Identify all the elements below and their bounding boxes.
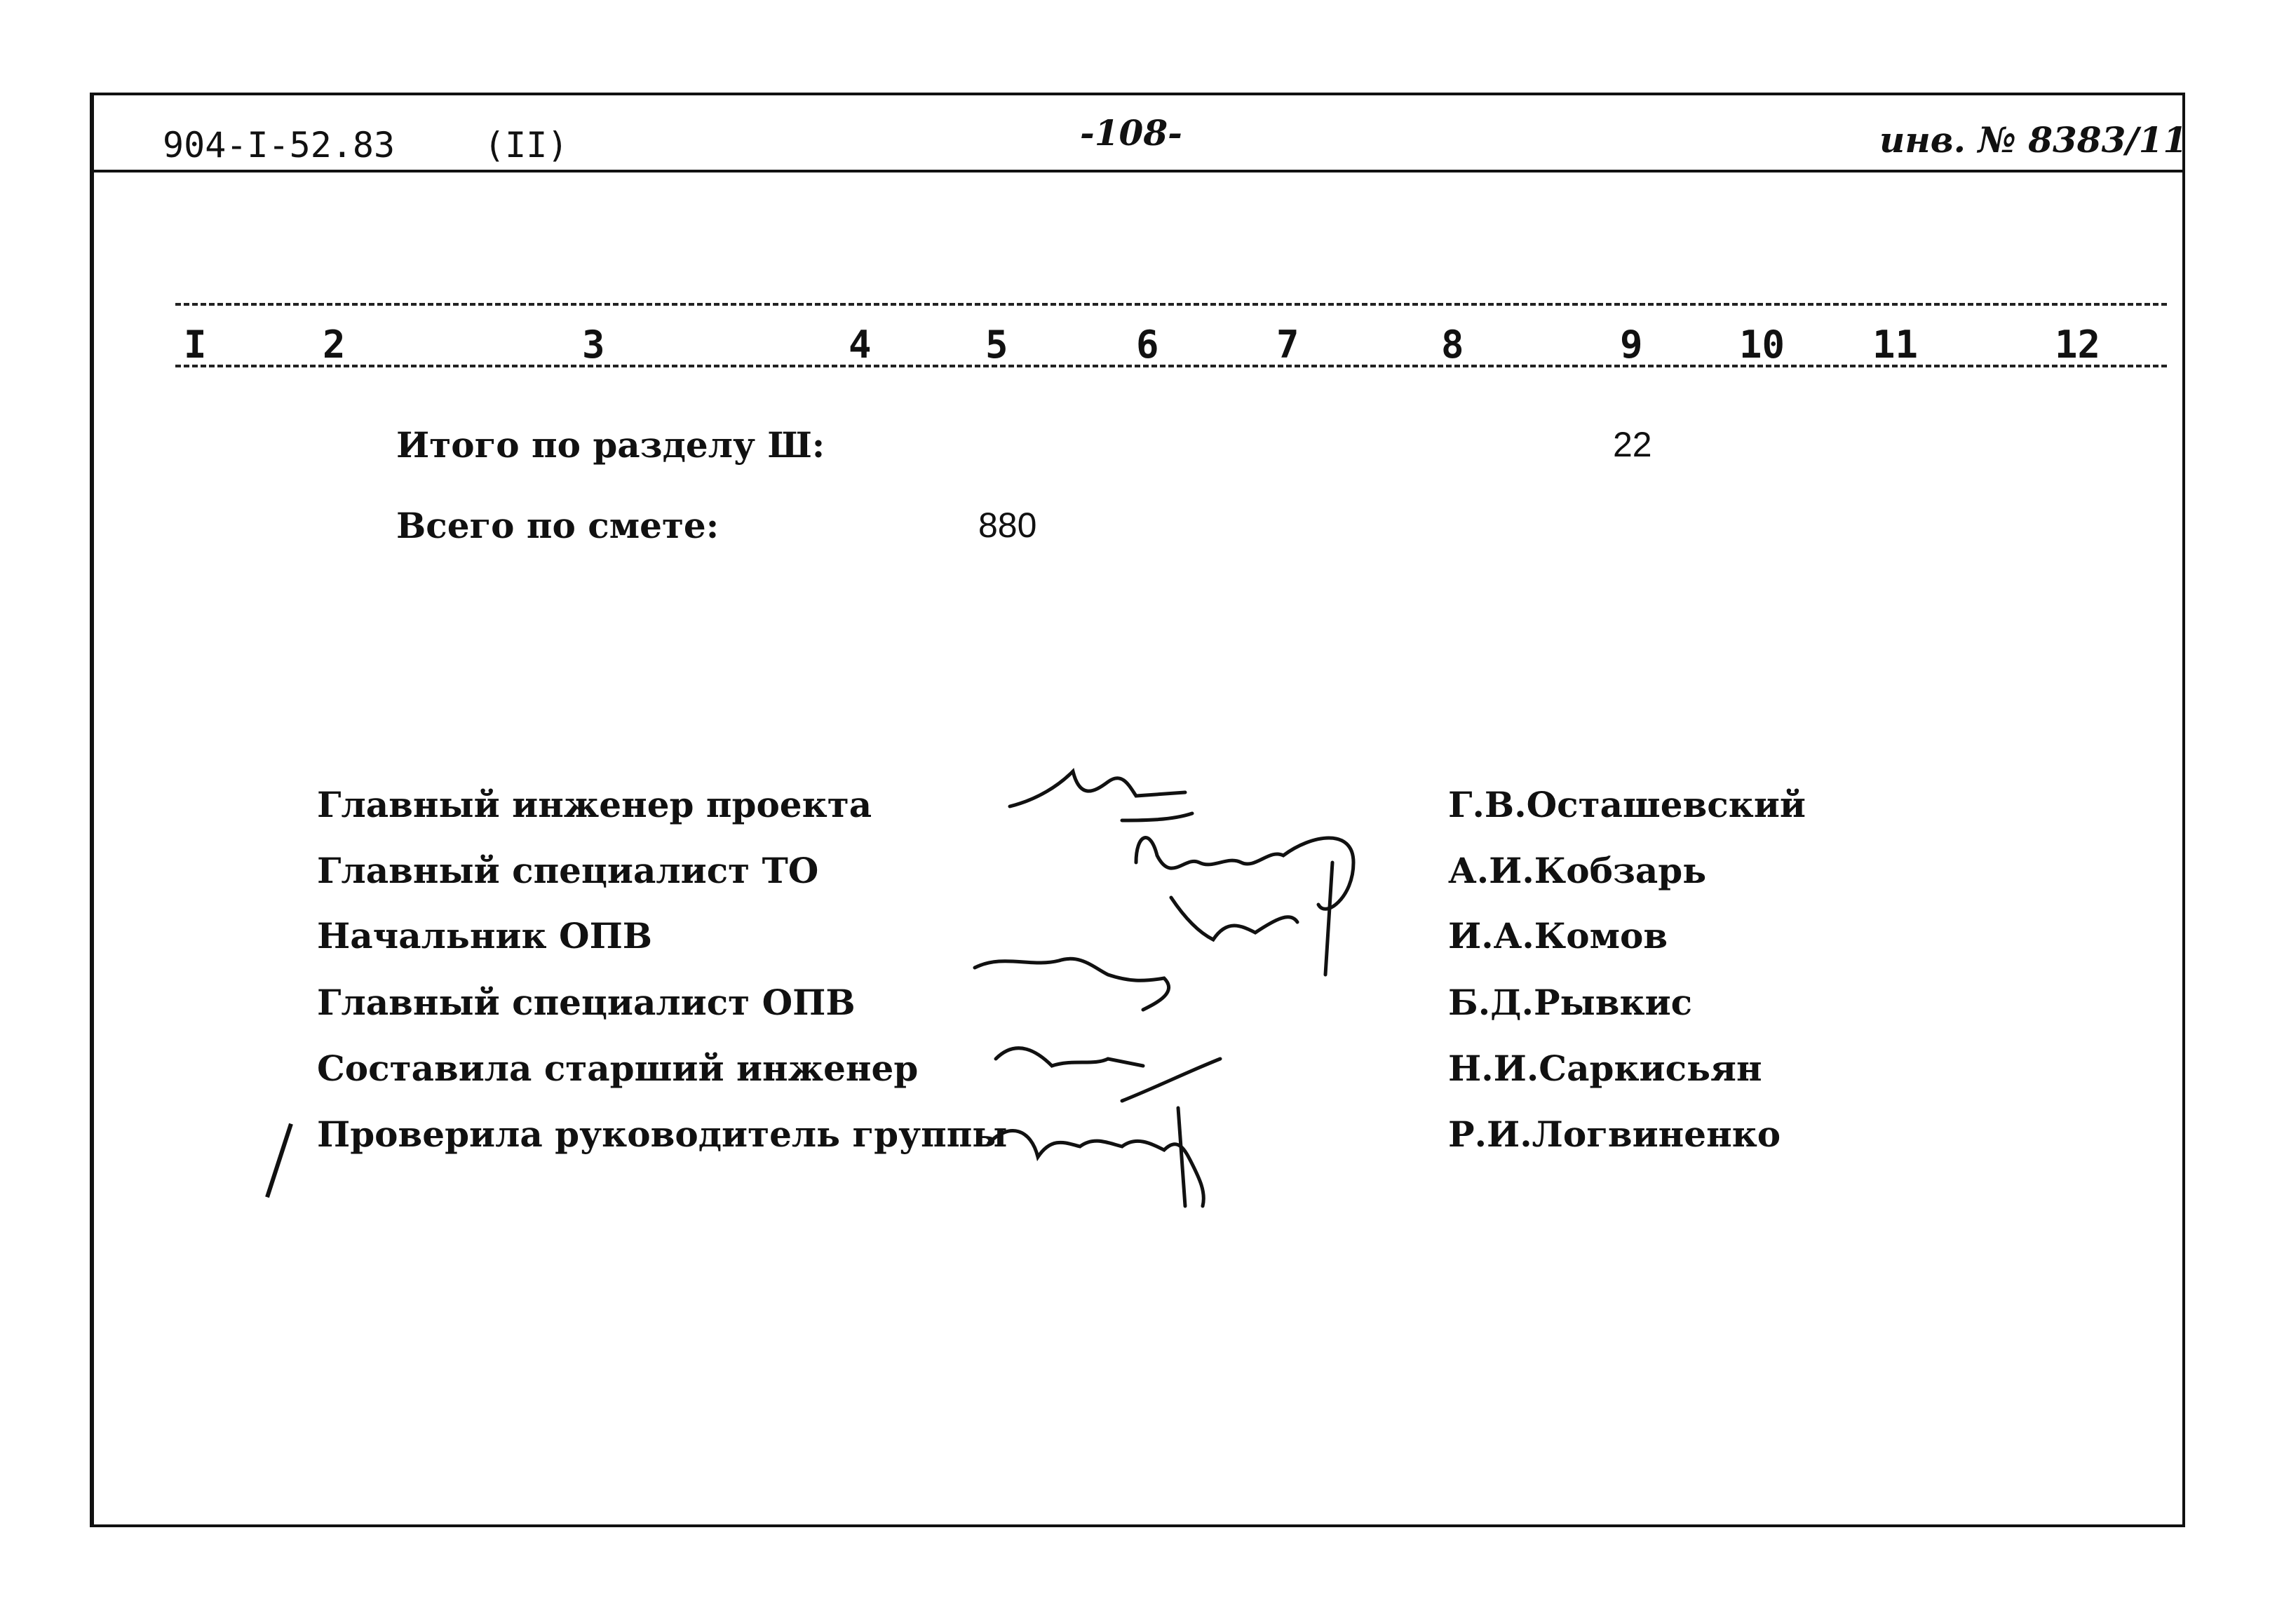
page-number: -108- [1080,112,1182,154]
signature-stroke [989,1131,1203,1206]
handwritten-signatures [961,743,1396,1220]
signatory-name: Н.И.Саркисьян [1448,1048,1762,1089]
signature-stroke [1010,771,1185,806]
doc-code: 904-I-52.83 [163,125,396,165]
column-number: 3 [582,323,605,367]
signatory-name: Б.Д.Рывкис [1448,982,1693,1023]
signatory-name: Г.В.Осташевский [1448,784,1806,825]
signature-stroke [975,959,1169,1010]
column-number: 4 [849,323,872,367]
column-number: I [184,323,207,367]
estimate-total-value: 880 [978,506,1037,545]
signatory-role: Проверила руководитель группы [317,1114,1008,1155]
column-number: 10 [1739,323,1785,367]
column-number: 2 [323,323,346,367]
signatory-name: Р.И.Логвиненко [1448,1114,1781,1155]
header-rule [90,170,2184,172]
signatory-role: Главный инженер проекта [317,784,872,825]
doc-part: (II) [484,125,569,165]
signature-stroke [996,1048,1143,1066]
column-number: 12 [2055,323,2101,367]
signature-stroke [1136,838,1353,909]
estimate-total-label: Всего по смете: [396,505,719,546]
column-number: 11 [1872,323,1919,367]
signatory-role: Составила старший инженер [317,1048,919,1089]
signatory-name: И.А.Комов [1448,915,1668,956]
signature-stroke [1178,1108,1185,1206]
signatory-role: Начальник ОПВ [317,915,653,956]
signatory-role: Главный специалист ОПВ [317,982,856,1023]
signature-stroke [1171,898,1297,940]
inventory-number: инв. № 8383/11 [1879,119,2188,161]
column-number: 9 [1620,323,1643,367]
section-total-label: Итого по разделу Ш: [396,424,825,466]
column-number: 8 [1441,323,1464,367]
column-number: 7 [1276,323,1299,367]
table-header-top-rule [175,303,2167,306]
column-number: 5 [985,323,1008,367]
signature-stroke [1122,813,1192,820]
column-number: 6 [1136,323,1159,367]
signatory-role: Главный специалист ТО [317,850,819,891]
table-header-bottom-rule [175,365,2167,367]
section-total-value: 22 [1613,425,1652,464]
signature-stroke [1325,862,1332,975]
signatory-name: А.И.Кобзарь [1448,850,1707,891]
